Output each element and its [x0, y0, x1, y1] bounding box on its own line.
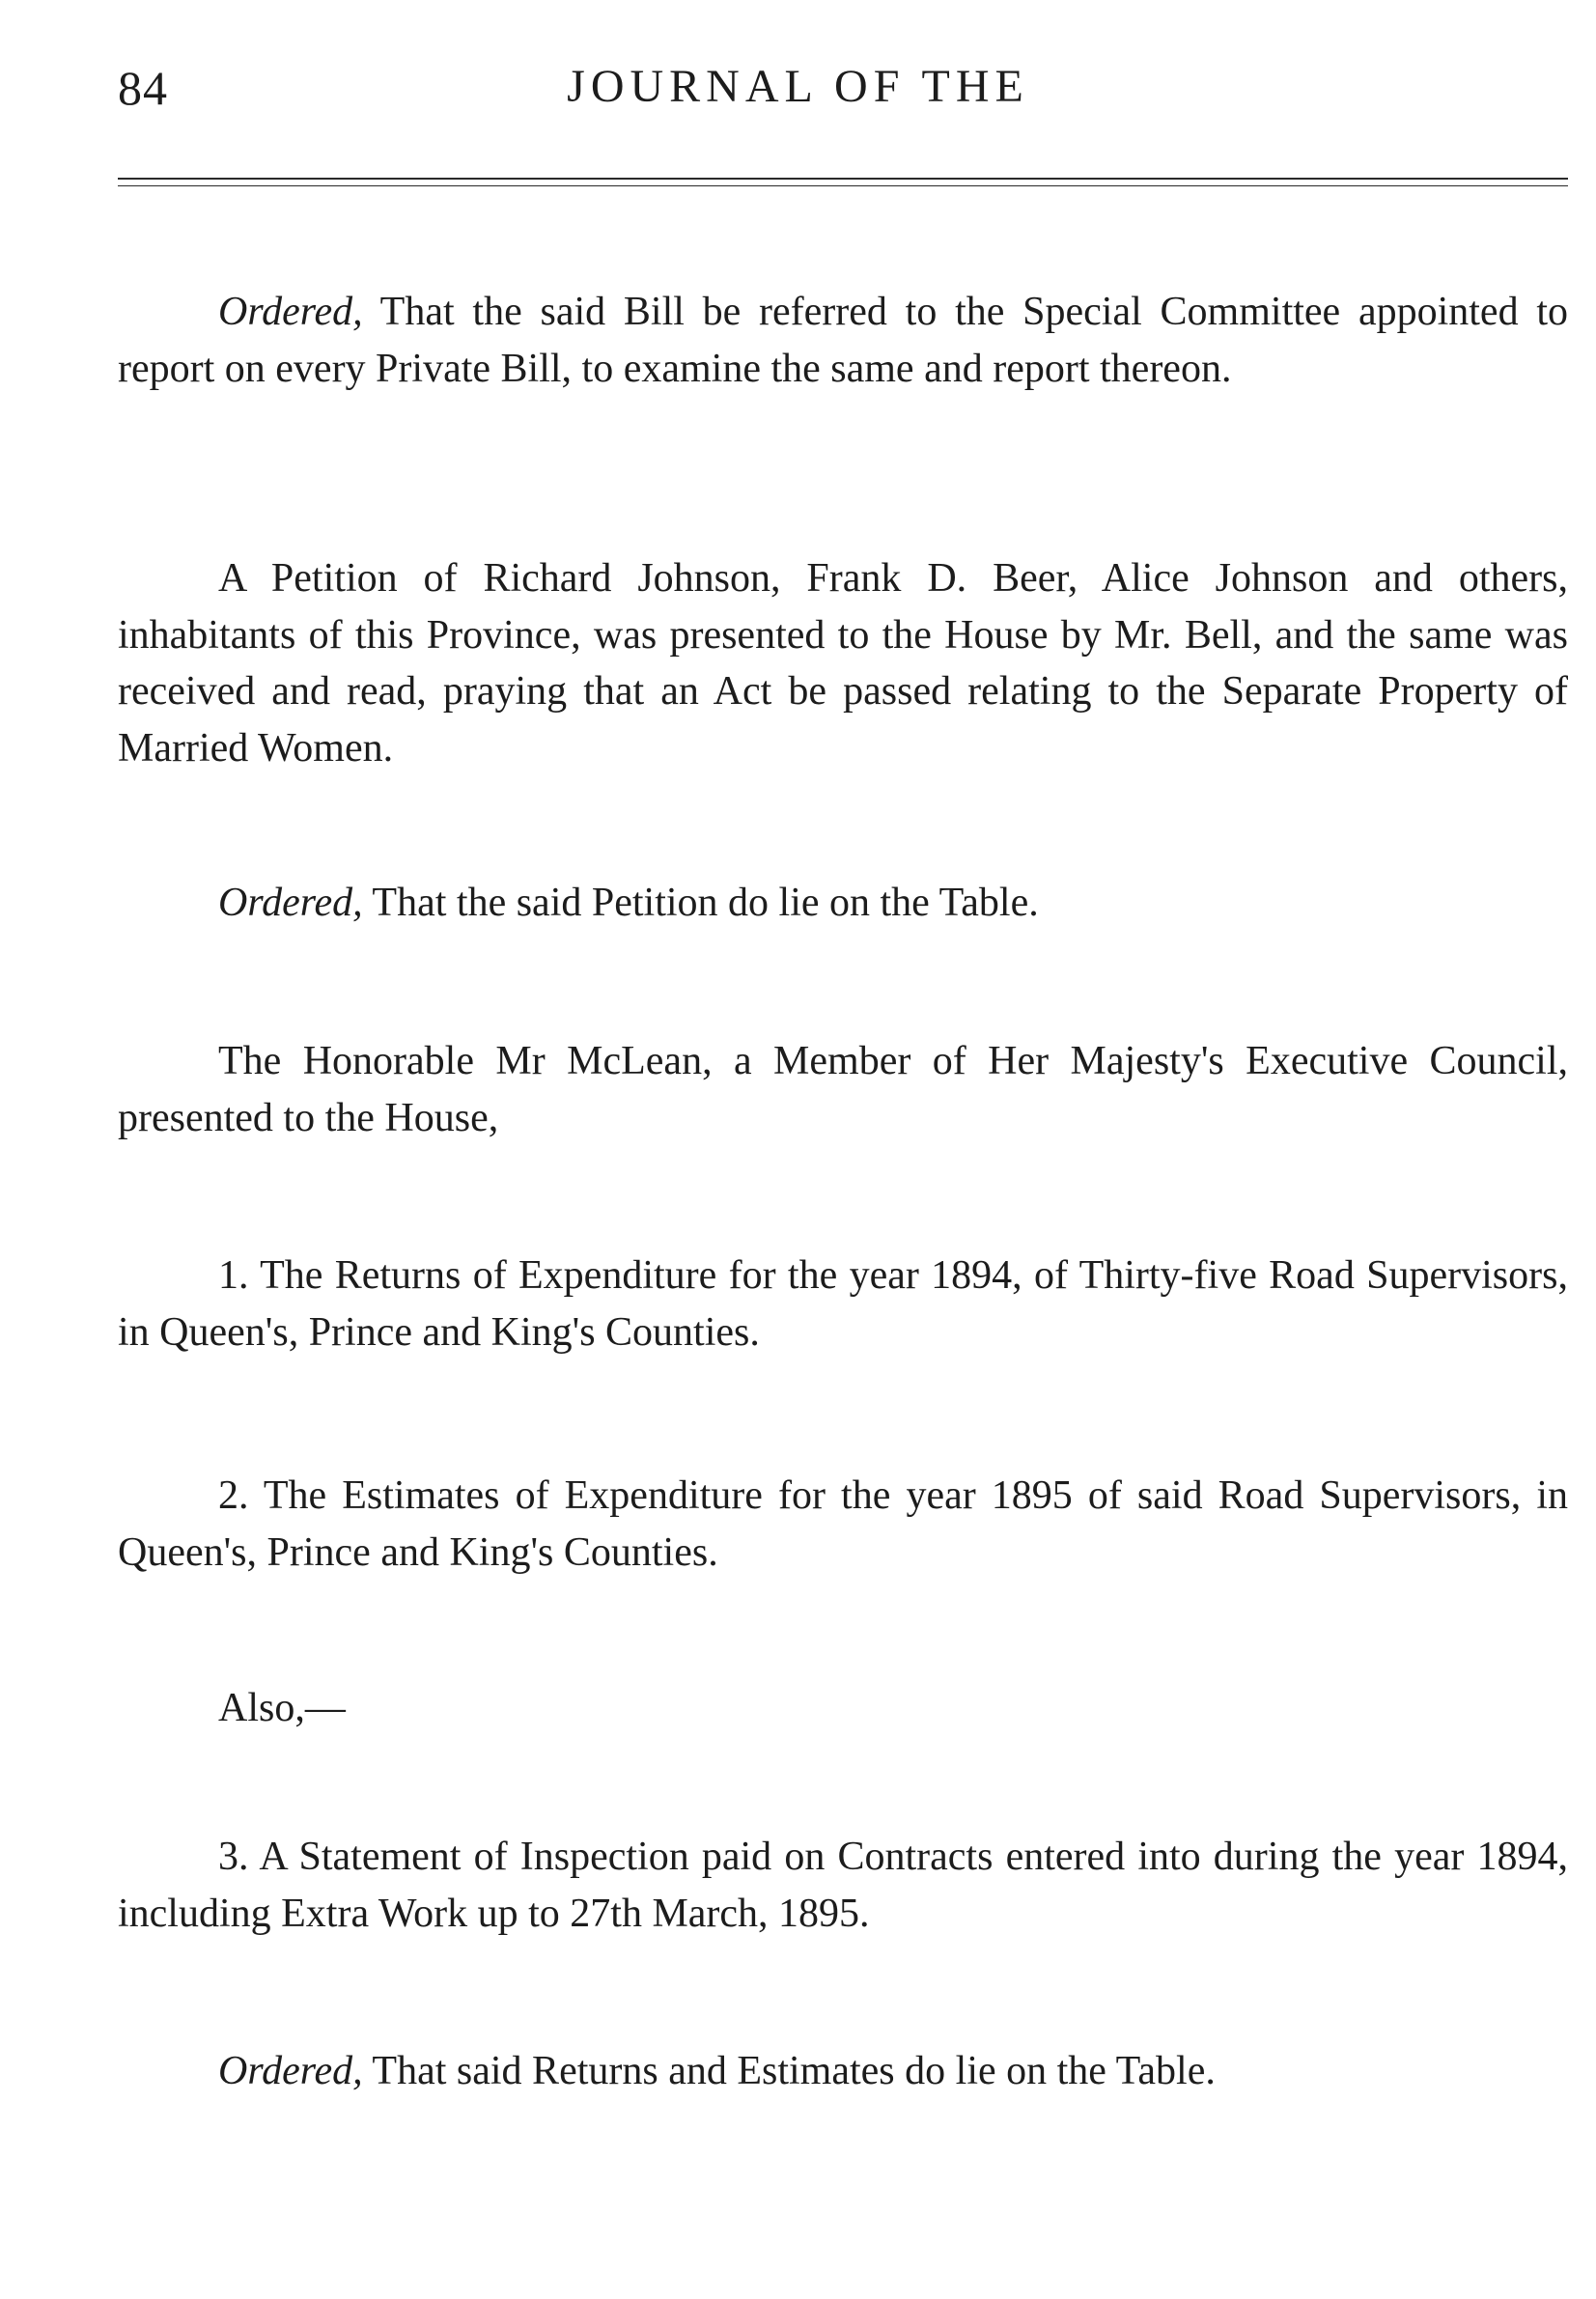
header-rule: [118, 178, 1568, 180]
order-petition-table-paragraph: [118, 875, 1568, 932]
estimates-item-2: [118, 1468, 1568, 1581]
paragraph-text: 2. The Estimates of Expenditure for the year 1895 of said Road Supervisors, in Queen's, Prince and King's Counties.: [118, 1473, 1568, 1575]
ordered-lead: Ordered,: [218, 290, 363, 334]
statement-item-3: [118, 1829, 1568, 1942]
running-head: JOURNAL OF THE: [567, 61, 1029, 112]
paragraph-text: That the said Bill be referred to the Special Committee appointed to report on every Private Bill, to examine the same and report thereon.: [118, 290, 1568, 391]
paragraph-text: Also,—: [218, 1686, 346, 1730]
page-number: 84: [118, 61, 168, 115]
order-returns-table-paragraph: [118, 2043, 1568, 2100]
ordered-lead: Ordered,: [218, 2049, 363, 2093]
header-rule-thin: [118, 185, 1568, 186]
petition-paragraph: [118, 550, 1568, 776]
mclean-presentation-paragraph: [118, 1033, 1568, 1146]
paragraph-text: The Honorable Mr McLean, a Member of Her Majesty's Executive Council, presented to the House,: [118, 1039, 1568, 1140]
ordered-lead: Ordered,: [218, 881, 363, 925]
also-paragraph: [118, 1680, 1568, 1737]
paragraph-text: 3. A Statement of Inspection paid on Contracts entered into during the year 1894, including Extra Work up to 27th March, 1895.: [118, 1835, 1568, 1936]
paragraph-text: 1. The Returns of Expenditure for the year 1894, of Thirty-five Road Supervisors, in Queen's, Prince and King's Counties.: [118, 1253, 1568, 1355]
paragraph-text: That said Returns and Estimates do lie on the Table.: [362, 2049, 1216, 2093]
returns-item-1: [118, 1248, 1568, 1360]
paragraph-text: That the said Petition do lie on the Table.: [362, 881, 1039, 925]
paragraph-text: A Petition of Richard Johnson, Frank D. Beer, Alice Johnson and others, inhabitants of this Province, was presented to the House by Mr. Bell, and the same was received and read, praying that an Act be passed relating to the Separate Property of Married Women.: [118, 556, 1568, 771]
order-refer-bill-paragraph: [118, 284, 1568, 397]
